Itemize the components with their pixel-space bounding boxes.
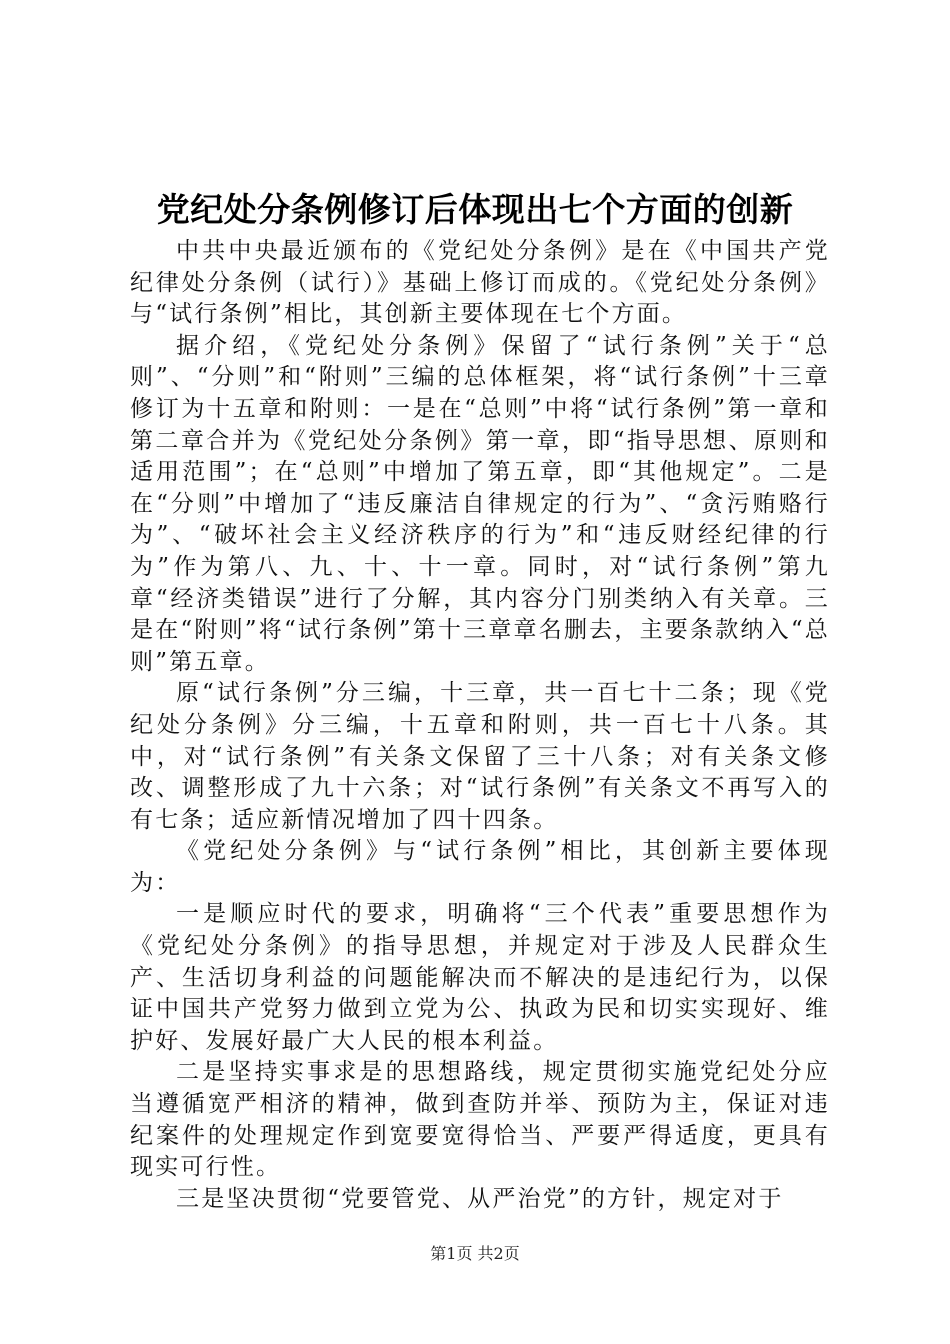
paragraph-2: 据介绍，《党纪处分条例》保留了“试行条例”关于“总则”、“分则”和“附则”三编的总体框架，将“试行条例”十三章修订为十五章和附则：一是在“总则”中将“试行条例”第一章和第二章合并为《党纪处分条例》第一章，即“指导思想、原则和适用范围”；在“总则”中增加了第五章，即“其他规定”。二是在“分则”中增加了“违反廉洁自律规定的行为”、“贪污贿赂行为”、“破坏社会主义经济秩序的行为”和“违反财经纪律的行为”作为第八、九、十、十一章。同时，对“试行条例”第九章“经济类错误”进行了分解，其内容分门别类纳入有关章。三是在“附则”将“试行条例”第十三章章名删去，主要条款纳入“总则”第五章。 xyxy=(130,332,830,675)
paragraph-3: 原“试行条例”分三编，十三章，共一百七十二条；现《党纪处分条例》分三编，十五章和附则，共一百七十八条。其中，对“试行条例”有关条文保留了三十八条；对有关条文修改、调整形成了九十六条；对“试行条例”有关条文不再写入的有七条；适应新情况增加了四十四条。 xyxy=(130,680,830,833)
document-body xyxy=(130,236,830,1215)
document-title: 党纪处分条例修订后体现出七个方面的创新 xyxy=(156,190,794,229)
paragraph-1: 中共中央最近颁布的《党纪处分条例》是在《中国共产党纪律处分条例（试行）》基础上修订而成的。《党纪处分条例》与“试行条例”相比，其创新主要体现在七个方面。 xyxy=(130,238,830,328)
page-number-footer: 第1页 共2页 xyxy=(430,1244,520,1263)
paragraph-7: 三是坚决贯彻“党要管党、从严治党”的方针，规定对于 xyxy=(176,1185,784,1212)
paragraph-6: 二是坚持实事求是的思想路线，规定贯彻实施党纪处分应当遵循宽严相济的精神，做到查防并举、预防为主，保证对违纪案件的处理规定作到宽要宽得恰当、严要严得适度，更具有现实可行性。 xyxy=(130,1059,830,1181)
paragraph-5: 一是顺应时代的要求，明确将“三个代表”重要思想作为《党纪处分条例》的指导思想，并规定对于涉及人民群众生产、生活切身利益的问题能解决而不解决的是违纪行为，以保证中国共产党努力做到立党为公、执政为民和切实实现好、维护好、发展好最广大人民的根本利益。 xyxy=(130,901,830,1054)
paragraph-4: 《党纪处分条例》与“试行条例”相比，其创新主要体现为： xyxy=(130,838,830,896)
